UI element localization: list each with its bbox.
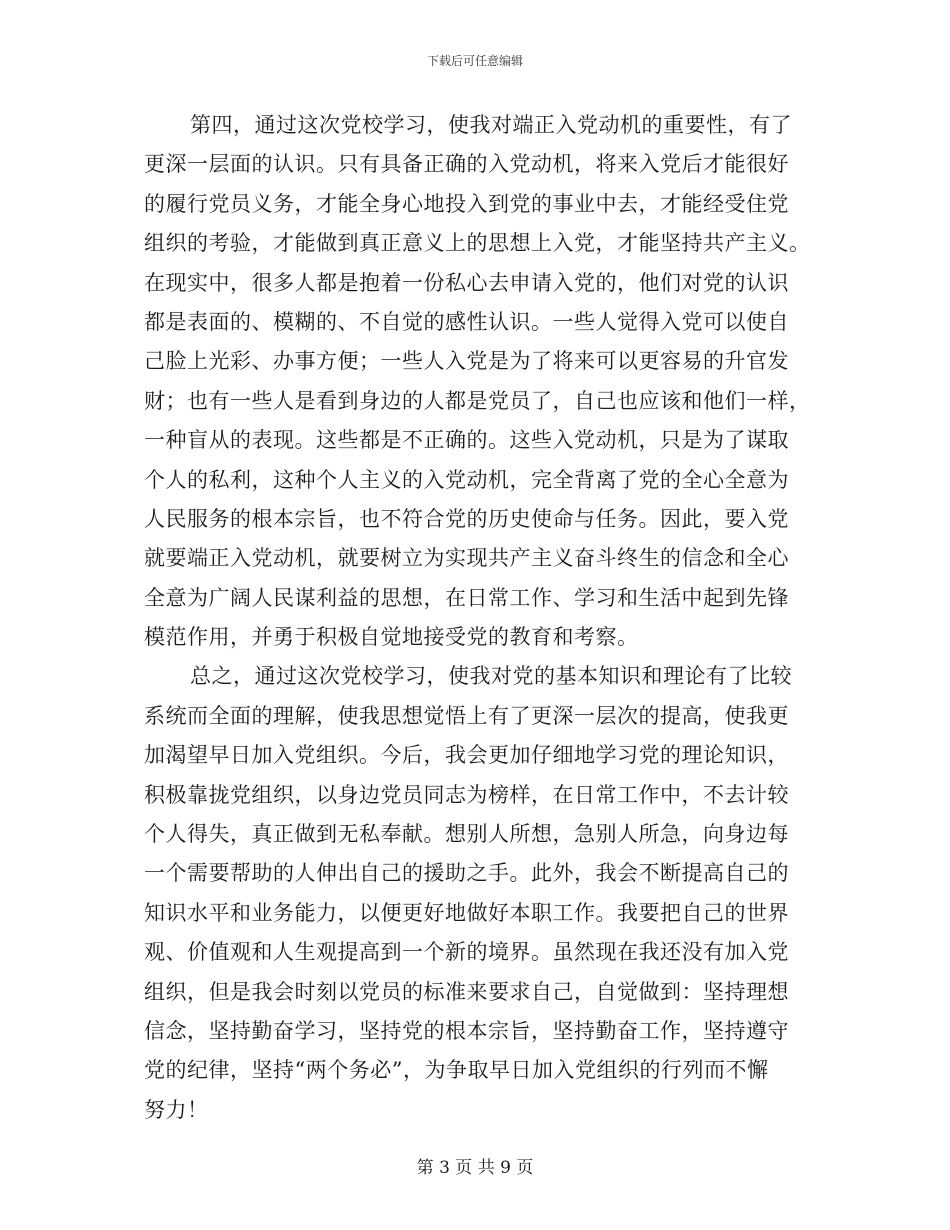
text-line: 人民服务的根本宗旨，也不符合党的历史使命与任务。因此，要入党 (144, 506, 789, 531)
text-line: 组织，但是我会时刻以党员的标准来要求自己，自觉做到：坚持理想 (144, 979, 789, 1004)
text-line: 总之，通过这次党校学习，使我对党的基本知识和理论有了比较 (190, 664, 792, 689)
text-line: 第四，通过这次党校学习，使我对端正入党动机的重要性，有了 (190, 113, 792, 137)
text-line: 全意为广阔人民谋利益的思想，在日常工作、学习和生活中起到先锋 (144, 585, 789, 610)
text-line: 就要端正入党动机，就要树立为实现共产主义奋斗终生的信念和全心 (144, 546, 789, 571)
paragraph (144, 106, 809, 657)
text-line: 在现实中，很多人都是抱着一份私心去申请入党的，他们对党的认识 (144, 270, 789, 295)
text-line: 系统而全面的理解，使我思想觉悟上有了更深一层次的提高，使我更 (144, 703, 789, 728)
paragraph (144, 657, 809, 1130)
text-line: 组织的考验，才能做到真正意义上的思想上入党，才能坚持共产主义。 (144, 231, 811, 256)
text-line: 个人的私利，这种个人主义的入党动机，完全背离了党的全心全意为 (144, 467, 789, 492)
text-line: 信念，坚持勤奋学习，坚持党的根本宗旨，坚持勤奋工作，坚持遵守 (144, 1018, 789, 1043)
document-body (144, 106, 809, 1130)
text-line: 一种盲从的表现。这些都是不正确的。这些入党动机，只是为了谋取 (144, 428, 789, 453)
page-header: 下载后可任意编辑 (426, 54, 523, 68)
text-line: 党的纪律，坚持“两个务必”，为争取早日加入党组织的行列而不懈 (144, 1058, 769, 1083)
text-line: 努力！ (144, 1097, 209, 1122)
text-line: 的履行党员义务，才能全身心地投入到党的事业中去，才能经受住党 (144, 191, 789, 216)
page-number: 第 3 页 共 9 页 (416, 1158, 534, 1178)
text-line: 模范作用，并勇于积极自觉地接受党的教育和考察。 (144, 625, 639, 650)
text-line: 一个需要帮助的人伸出自己的援助之手。此外，我会不断提高自己的 (144, 861, 789, 886)
text-line: 观、价值观和人生观提高到一个新的境界。虽然现在我还没有加入党 (144, 940, 789, 965)
text-line: 积极靠拢党组织，以身边党员同志为榜样，在日常工作中，不去计较 (144, 782, 789, 807)
text-line: 都是表面的、模糊的、不自觉的感性认识。一些人觉得入党可以使自 (144, 309, 789, 334)
text-line: 己脸上光彩、办事方便；一些人入党是为了将来可以更容易的升官发 (144, 349, 789, 374)
text-line: 财；也有一些人是看到身边的人都是党员了，自己也应该和他们一样， (144, 388, 811, 413)
text-line: 更深一层面的认识。只有具备正确的入党动机，将来入党后才能很好 (144, 152, 789, 177)
text-line: 个人得失，真正做到无私奉献。想别人所想，急别人所急，向身边每 (144, 822, 789, 847)
text-line: 知识水平和业务能力，以便更好地做好本职工作。我要把自己的世界 (144, 900, 789, 925)
text-line: 加渴望早日加入党组织。今后，我会更加仔细地学习党的理论知识， (144, 743, 789, 768)
